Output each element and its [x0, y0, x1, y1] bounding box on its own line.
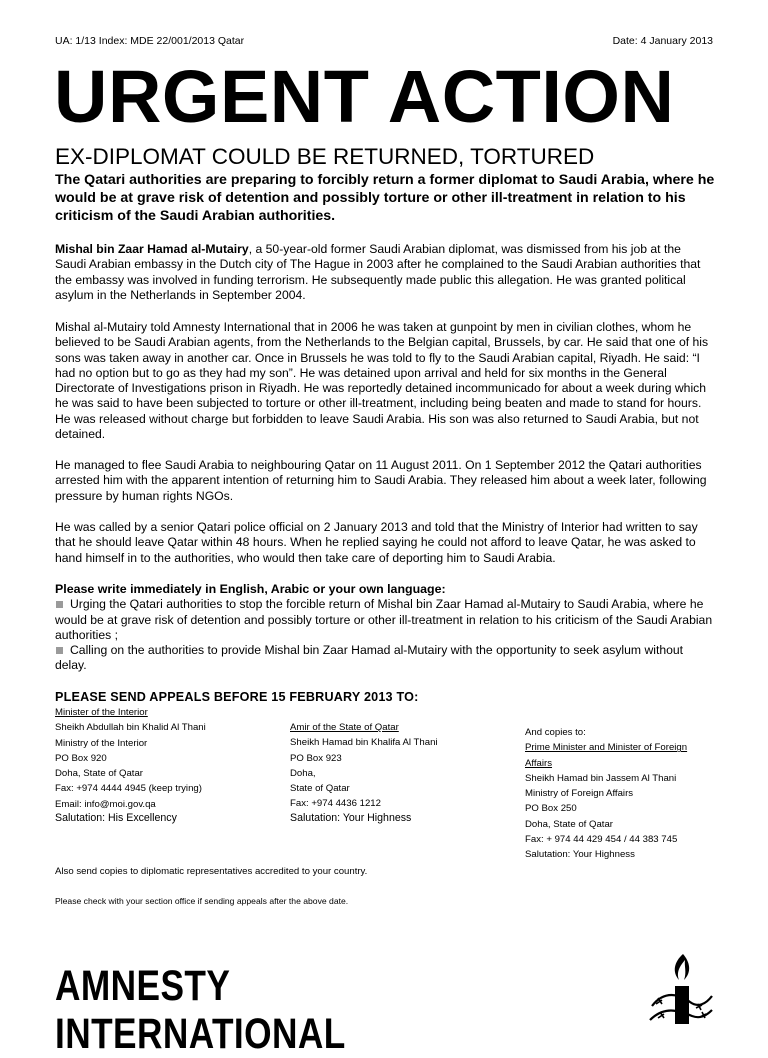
- address-fax: Fax: +974 4444 4945 (keep trying): [55, 783, 202, 795]
- address-title: Affairs: [525, 757, 553, 769]
- body-paragraph-2: Mishal al-Mutairy told Amnesty International that in 2006 he was taken at gunpoint by men in civilian clothes, whom he believed to be Saudi Arabian agents, from the Netherlands to the Belgian capital, Brussels, by car. He said that one of his sons was taken away in another car. Once in Brussels he was told to fly to the Saudi Arabian capital, Riyadh. He said: “I had no option but to go as they had my son”. He was detained upon arrival and held for six months in the General Directorate of Investigations prison in Riyadh. He was reportedly detained incommunicado for about a week during which he was said to have been subjected to torture or other ill-treatment, including being beaten and made to stand for hours. He was released without charge but forbidden to leave Saudi Arabia. His son was also returned to Saudi Arabia, but not detained.: [55, 320, 709, 442]
- lead-paragraph: The Qatari authorities are preparing to forcibly return a former diplomat to Saudi Arabia, where he would be at grave risk of detention and possibly torture or other ill-treatment in relation to his criticism of the Saudi Arabian authorities.: [55, 172, 715, 224]
- amnesty-logo-text: AMNESTY: [55, 962, 231, 1010]
- check-section-note: Please check with your section office if sending appeals after the above date.: [55, 896, 349, 906]
- page-subtitle: EX-DIPLOMAT COULD BE RETURNED, TORTURED: [55, 144, 595, 169]
- copies-intro: And copies to:: [525, 727, 586, 738]
- address-name: Sheikh Abdullah bin Khalid Al Thani: [55, 722, 206, 734]
- address-city: Doha,: [290, 767, 316, 779]
- address-salutation: Salutation: His Excellency: [55, 812, 177, 825]
- address-name: Sheikh Hamad bin Jassem Al Thani: [525, 772, 677, 784]
- body-paragraph-4: He was called by a senior Qatari police official on 2 January 2013 and told that the Ministry of Interior had written to say that he should leave Qatar within 48 hours. When he replied saying he could not afford to leave Qatar, he was asked to hand himself in to the authorities, who would then take care of deporting him to Saudi Arabia.: [55, 520, 698, 565]
- action-request: [55, 582, 715, 674]
- address-block-amir: [290, 720, 438, 824]
- send-appeals-heading: PLEASE SEND APPEALS BEFORE 15 FEBRUARY 2013 TO:: [55, 690, 419, 704]
- body-paragraph-1: [55, 242, 715, 303]
- square-bullet-icon: [56, 647, 63, 654]
- address-salutation: Salutation: Your Highness: [525, 849, 635, 861]
- square-bullet-icon: [56, 601, 63, 608]
- address-city: Doha, State of Qatar: [525, 818, 613, 830]
- address-org: Ministry of Foreign Affairs: [525, 788, 634, 800]
- body-paragraph-3: He managed to flee Saudi Arabia to neighbouring Qatar on 11 August 2011. On 1 September 2012 the Qatari authorities arrested him with the apparent intention of returning him to Saudi Arabia. They released him about a week later, following pressure by human rights NGOs.: [55, 458, 707, 503]
- address-fax: Fax: + 974 44 429 454 / 44 383 745: [525, 834, 678, 846]
- page-title: URGENT ACTION: [54, 55, 675, 138]
- amnesty-logo-subtext: INTERNATIONAL: [55, 1010, 346, 1058]
- address-city: Doha, State of Qatar: [55, 768, 143, 780]
- address-box: PO Box 250: [525, 803, 577, 815]
- address-email: Email: info@moi.gov.qa: [55, 798, 156, 810]
- address-title: Prime Minister and Minister of Foreign: [525, 742, 688, 754]
- also-send-note: Also send copies to diplomatic representatives accredited to your country.: [55, 866, 368, 877]
- address-name: Sheikh Hamad bin Khalifa Al Thani: [290, 737, 438, 749]
- address-box: PO Box 920: [55, 752, 107, 764]
- address-title: Minister of the Interior: [55, 707, 148, 718]
- address-box: PO Box 923: [290, 752, 342, 764]
- address-block-interior-minister: [55, 705, 206, 824]
- candle-barbed-wire-icon: [646, 950, 716, 1024]
- action-heading: Please write immediately in English, Arabic or your own language:: [55, 582, 446, 596]
- address-state: State of Qatar: [290, 783, 350, 795]
- paragraph-text: , a 50-year-old former Saudi Arabian diplomat, was dismissed from his job at the Saudi Arabian embassy in the Dutch city of The Hague in 2003 after he complained to the Saudi Arabian authorities that the embassy was involved in funding terrorism. He subsequently made public this allegation. He was granted political asylum in the Netherlands in September 2004.: [55, 242, 701, 302]
- document-date: Date: 4 January 2013: [612, 35, 713, 47]
- subject-name: Mishal bin Zaar Hamad al-Mutairy: [55, 242, 249, 256]
- action-bullet: Urging the Qatari authorities to stop the forcible return of Mishal bin Zaar Hamad al-Mutairy to Saudi Arabia, where he would be at grave risk of detention and possibly torture or other ill-treatment in relation to his criticism of the Saudi Arabian authorities ;: [55, 597, 713, 642]
- document-index: UA: 1/13 Index: MDE 22/001/2013 Qatar: [55, 35, 245, 47]
- action-bullet: Calling on the authorities to provide Mishal bin Zaar Hamad al-Mutairy with the opportunity to seek asylum without delay.: [55, 643, 684, 673]
- address-salutation: Salutation: Your Highness: [290, 811, 412, 824]
- address-title: Amir of the State of Qatar: [290, 722, 399, 733]
- address-fax: Fax: +974 4436 1212: [290, 798, 381, 810]
- address-org: Ministry of the Interior: [55, 737, 148, 749]
- address-block-prime-minister: [525, 725, 687, 863]
